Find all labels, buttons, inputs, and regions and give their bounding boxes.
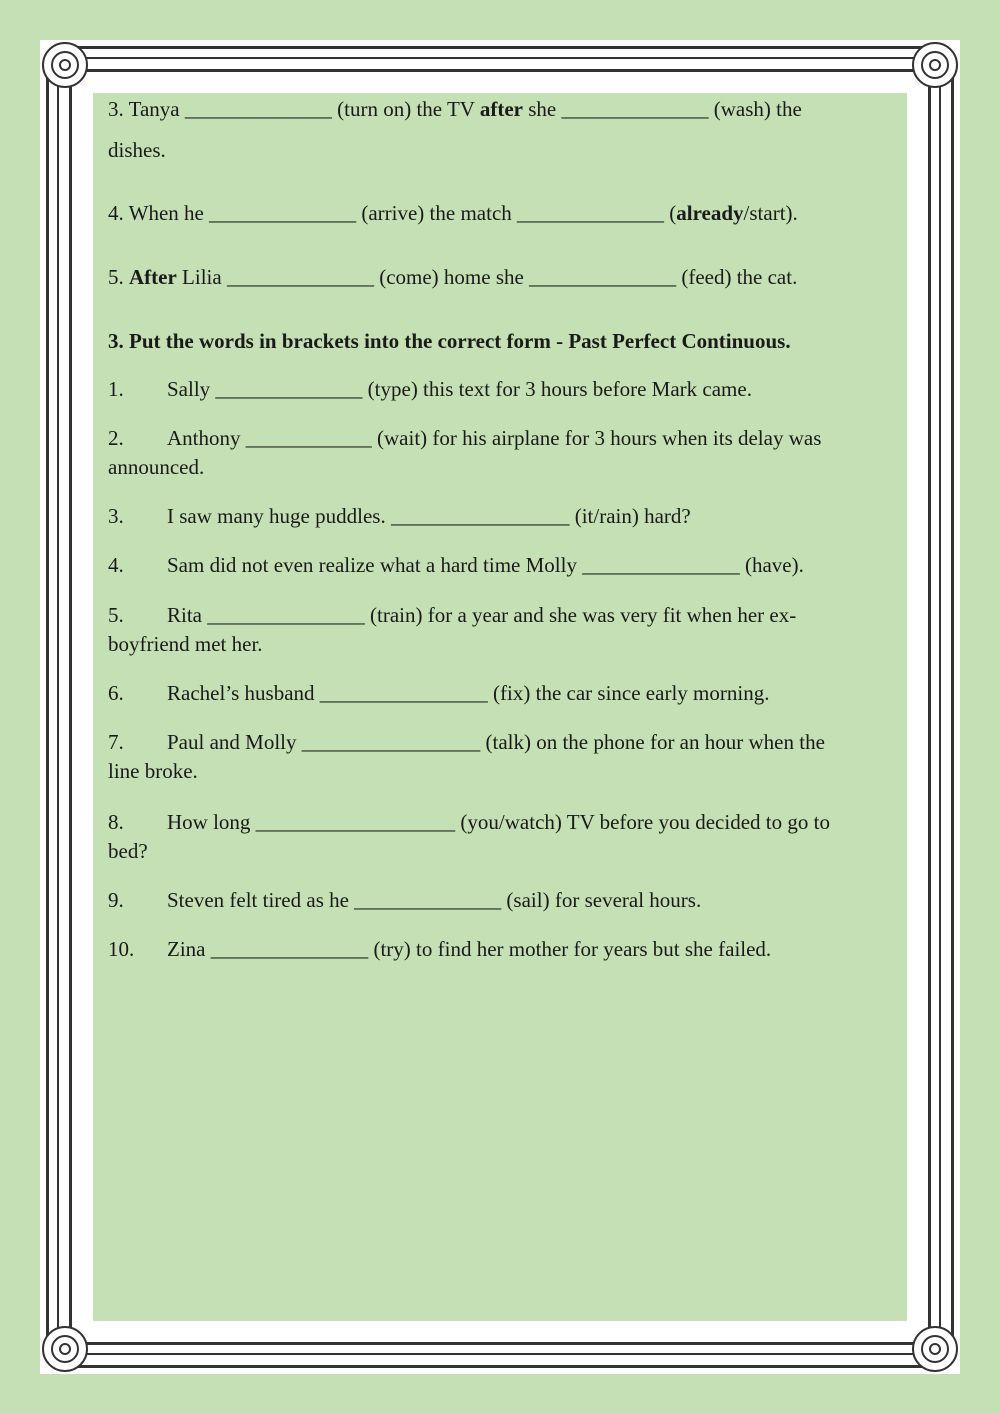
- answer-blank[interactable]: ______________: [184, 97, 332, 121]
- border-top: [78, 46, 922, 72]
- list-item: [108, 375, 898, 404]
- item-number: 2.: [108, 426, 124, 450]
- item-number: 4.: [108, 553, 124, 577]
- item-text: How long ___________________ (you/watch) TV before you decided to go to: [167, 810, 830, 834]
- list-item: [108, 935, 898, 964]
- border-right: [928, 78, 954, 1336]
- question-text: 4. When he: [108, 201, 204, 225]
- list-item: [108, 728, 898, 757]
- item-number: 5.: [108, 603, 124, 627]
- keyword: after: [479, 97, 523, 121]
- answer-blank[interactable]: ______________: [529, 265, 677, 289]
- list-item-continued: line broke.: [108, 759, 198, 783]
- question-number: 5.: [108, 265, 124, 289]
- keyword: After: [129, 265, 177, 289]
- list-item: [108, 679, 898, 708]
- answer-blank[interactable]: ______________: [517, 201, 665, 225]
- list-item-continued: announced.: [108, 455, 205, 479]
- list-item: [108, 886, 898, 915]
- item-text: Zina _______________ (try) to find her mother for years but she failed.: [167, 937, 772, 961]
- list-item-continued: bed?: [108, 839, 148, 863]
- corner-ornament-icon: [42, 1326, 88, 1372]
- verb-hint: (already/start).: [669, 201, 798, 225]
- list-item-continued: boyfriend met her.: [108, 632, 263, 656]
- item-text: Rachel’s husband ________________ (fix) the car since early morning.: [167, 681, 770, 705]
- list-item: [108, 502, 898, 531]
- verb-hint: (arrive) the match: [361, 201, 512, 225]
- item-text: Rita _______________ (train) for a year and she was very fit when her ex-: [167, 603, 797, 627]
- question-text: Tanya: [128, 97, 180, 121]
- section-title: 3. Put the words in brackets into the correct form - Past Perfect Continuous.: [108, 329, 791, 353]
- border-bottom: [78, 1342, 922, 1368]
- list-item: [108, 808, 908, 837]
- question-3: [108, 95, 898, 124]
- verb-hint: (come) home she: [379, 265, 524, 289]
- verb-hint: (feed) the cat.: [681, 265, 798, 289]
- answer-blank[interactable]: ______________: [209, 201, 357, 225]
- item-number: 8.: [108, 810, 124, 834]
- verb-hint: (turn on) the TV: [337, 97, 475, 121]
- keyword: already: [676, 201, 744, 225]
- question-text: Lilia: [182, 265, 222, 289]
- border-left: [46, 78, 72, 1336]
- item-text: Anthony ____________ (wait) for his airplane for 3 hours when its delay was: [167, 426, 822, 450]
- item-text: I saw many huge puddles. _________________ (it/rain) hard?: [167, 504, 691, 528]
- item-text: Sam did not even realize what a hard time Molly _______________ (have).: [167, 553, 804, 577]
- item-number: 3.: [108, 504, 124, 528]
- list-item: [108, 551, 898, 580]
- answer-blank[interactable]: ______________: [226, 265, 374, 289]
- corner-ornament-icon: [42, 42, 88, 88]
- item-text: Steven felt tired as he ______________ (sail) for several hours.: [167, 888, 702, 912]
- list-item: [108, 424, 898, 453]
- question-5: [108, 263, 898, 292]
- question-text: she: [528, 97, 557, 121]
- item-number: 7.: [108, 730, 124, 754]
- item-text: Paul and Molly _________________ (talk) on the phone for an hour when the: [167, 730, 825, 754]
- answer-blank[interactable]: ______________: [561, 97, 709, 121]
- corner-ornament-icon: [912, 1326, 958, 1372]
- question-4: [108, 199, 898, 228]
- corner-ornament-icon: [912, 42, 958, 88]
- item-number: 6.: [108, 681, 124, 705]
- item-number: 9.: [108, 888, 124, 912]
- list-item: [108, 601, 898, 630]
- item-number: 1.: [108, 377, 124, 401]
- item-text: Sally ______________ (type) this text for 3 hours before Mark came.: [167, 377, 752, 401]
- question-3-continued: dishes.: [108, 138, 166, 162]
- item-number: 10.: [108, 937, 135, 961]
- worksheet-content: [93, 93, 907, 1321]
- verb-hint: (wash) the: [713, 97, 802, 121]
- question-number: 3.: [108, 97, 124, 121]
